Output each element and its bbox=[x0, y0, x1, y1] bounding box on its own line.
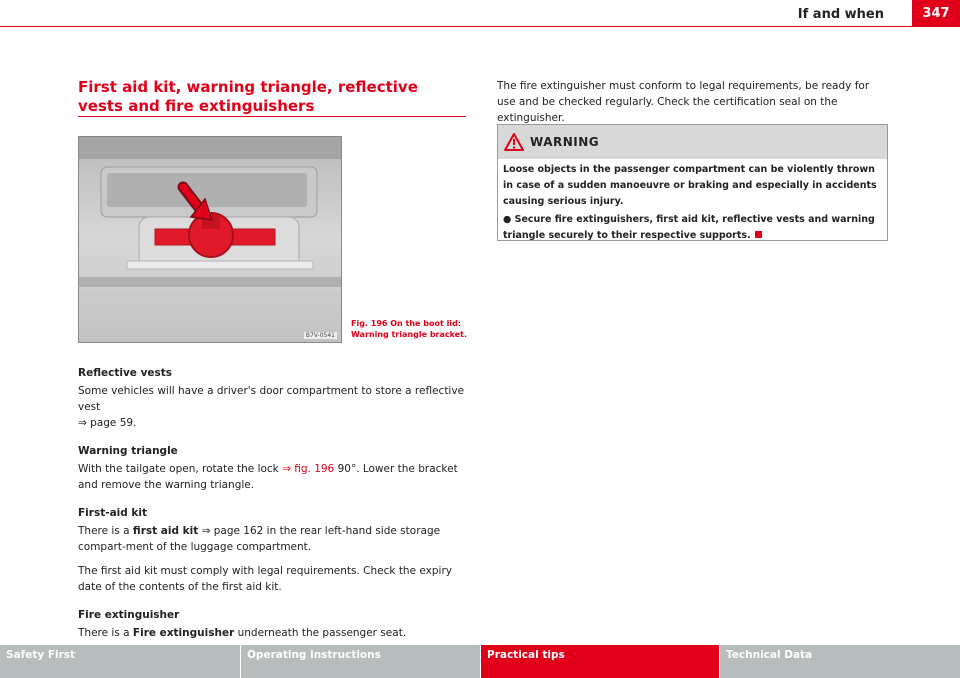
reflective-vests-heading: Reflective vests bbox=[78, 367, 173, 379]
tab-safety-first[interactable]: Safety First bbox=[0, 645, 241, 678]
header-rule bbox=[0, 26, 960, 27]
warning-triangle-text-post: 90°. Lower the bracket and remove the warning triangle. bbox=[78, 463, 458, 491]
section-rule bbox=[78, 116, 466, 117]
tab-technical-data[interactable]: Technical Data bbox=[720, 645, 960, 678]
warning-bullet-item bbox=[503, 212, 882, 244]
footer-nav bbox=[0, 645, 960, 678]
fire-extinguisher-text-pre: There is a bbox=[78, 627, 133, 639]
warning-triangle-text bbox=[78, 461, 470, 493]
reflective-vests-text-1: Some vehicles will have a driver's door compartment to store a reflective vest bbox=[78, 385, 465, 413]
reflective-vests-page-link[interactable]: ⇒ page 59. bbox=[78, 417, 137, 429]
warning-body bbox=[498, 159, 887, 247]
figure-warning-triangle-bracket bbox=[78, 136, 342, 343]
figure-caption-line1: Fig. 196 On the boot lid: bbox=[351, 319, 461, 328]
warning-box bbox=[497, 124, 888, 241]
warning-triangle-heading: Warning triangle bbox=[78, 445, 178, 457]
figure-caption bbox=[351, 318, 471, 340]
tab-practical-tips[interactable]: Practical tips bbox=[481, 645, 720, 678]
warning-text: Loose objects in the passenger compartment can be violently thrown in case of a sudden manoeuvre or braking and especially in accidents causing serious injury. bbox=[503, 164, 877, 207]
reflective-vests-text bbox=[78, 383, 470, 431]
first-aid-kit-text-post: ⇒ page 162 in the rear left-hand side storage compart-ment of the luggage compartment. bbox=[78, 525, 441, 553]
page-number: 347 bbox=[912, 0, 960, 27]
first-aid-kit-text-2: The first aid kit must comply with legal requirements. Check the expiry date of the contents of the first aid kit. bbox=[78, 565, 452, 593]
fire-extinguisher-heading: Fire extinguisher bbox=[78, 609, 180, 621]
figure-caption-line2: Warning triangle bracket. bbox=[351, 330, 468, 339]
first-aid-kit-text-pre: There is a bbox=[78, 525, 133, 537]
figure-id-label: B7V-0541 bbox=[305, 332, 335, 339]
fire-extinguisher-bold: Fire extinguisher bbox=[132, 627, 235, 639]
bullet-icon: ● bbox=[503, 214, 515, 225]
left-column bbox=[78, 365, 470, 641]
end-of-section-icon bbox=[755, 231, 762, 238]
fire-extinguisher-text-post: underneath the passenger seat. bbox=[234, 627, 407, 639]
warning-bullet-text: Secure fire extinguishers, first aid kit, reflective vests and warning triangle securely to their respective supports. bbox=[503, 214, 875, 241]
first-aid-kit-heading: First-aid kit bbox=[78, 507, 148, 519]
warning-triangle-icon bbox=[504, 133, 524, 151]
first-aid-kit-bold: first aid kit bbox=[132, 525, 199, 537]
warning-triangle-text-pre: With the tailgate open, rotate the lock bbox=[78, 463, 283, 475]
tab-operating-instructions[interactable]: Operating instructions bbox=[241, 645, 481, 678]
fig-196-link[interactable]: ⇒ fig. 196 bbox=[282, 463, 335, 475]
fire-extinguisher-text bbox=[78, 625, 470, 641]
right-column-intro: The fire extinguisher must conform to legal requirements, be ready for use and be checked regularly. Check the certification seal on the extinguisher. bbox=[497, 80, 870, 124]
first-aid-kit-text bbox=[78, 523, 470, 555]
boot-lid-photo bbox=[79, 137, 341, 342]
warning-title: WARNING bbox=[530, 135, 600, 149]
section-title: First aid kit, warning triangle, reflective vests and fire extinguishers bbox=[78, 78, 418, 115]
warning-header bbox=[498, 125, 887, 159]
chapter-title: If and when bbox=[797, 7, 884, 22]
